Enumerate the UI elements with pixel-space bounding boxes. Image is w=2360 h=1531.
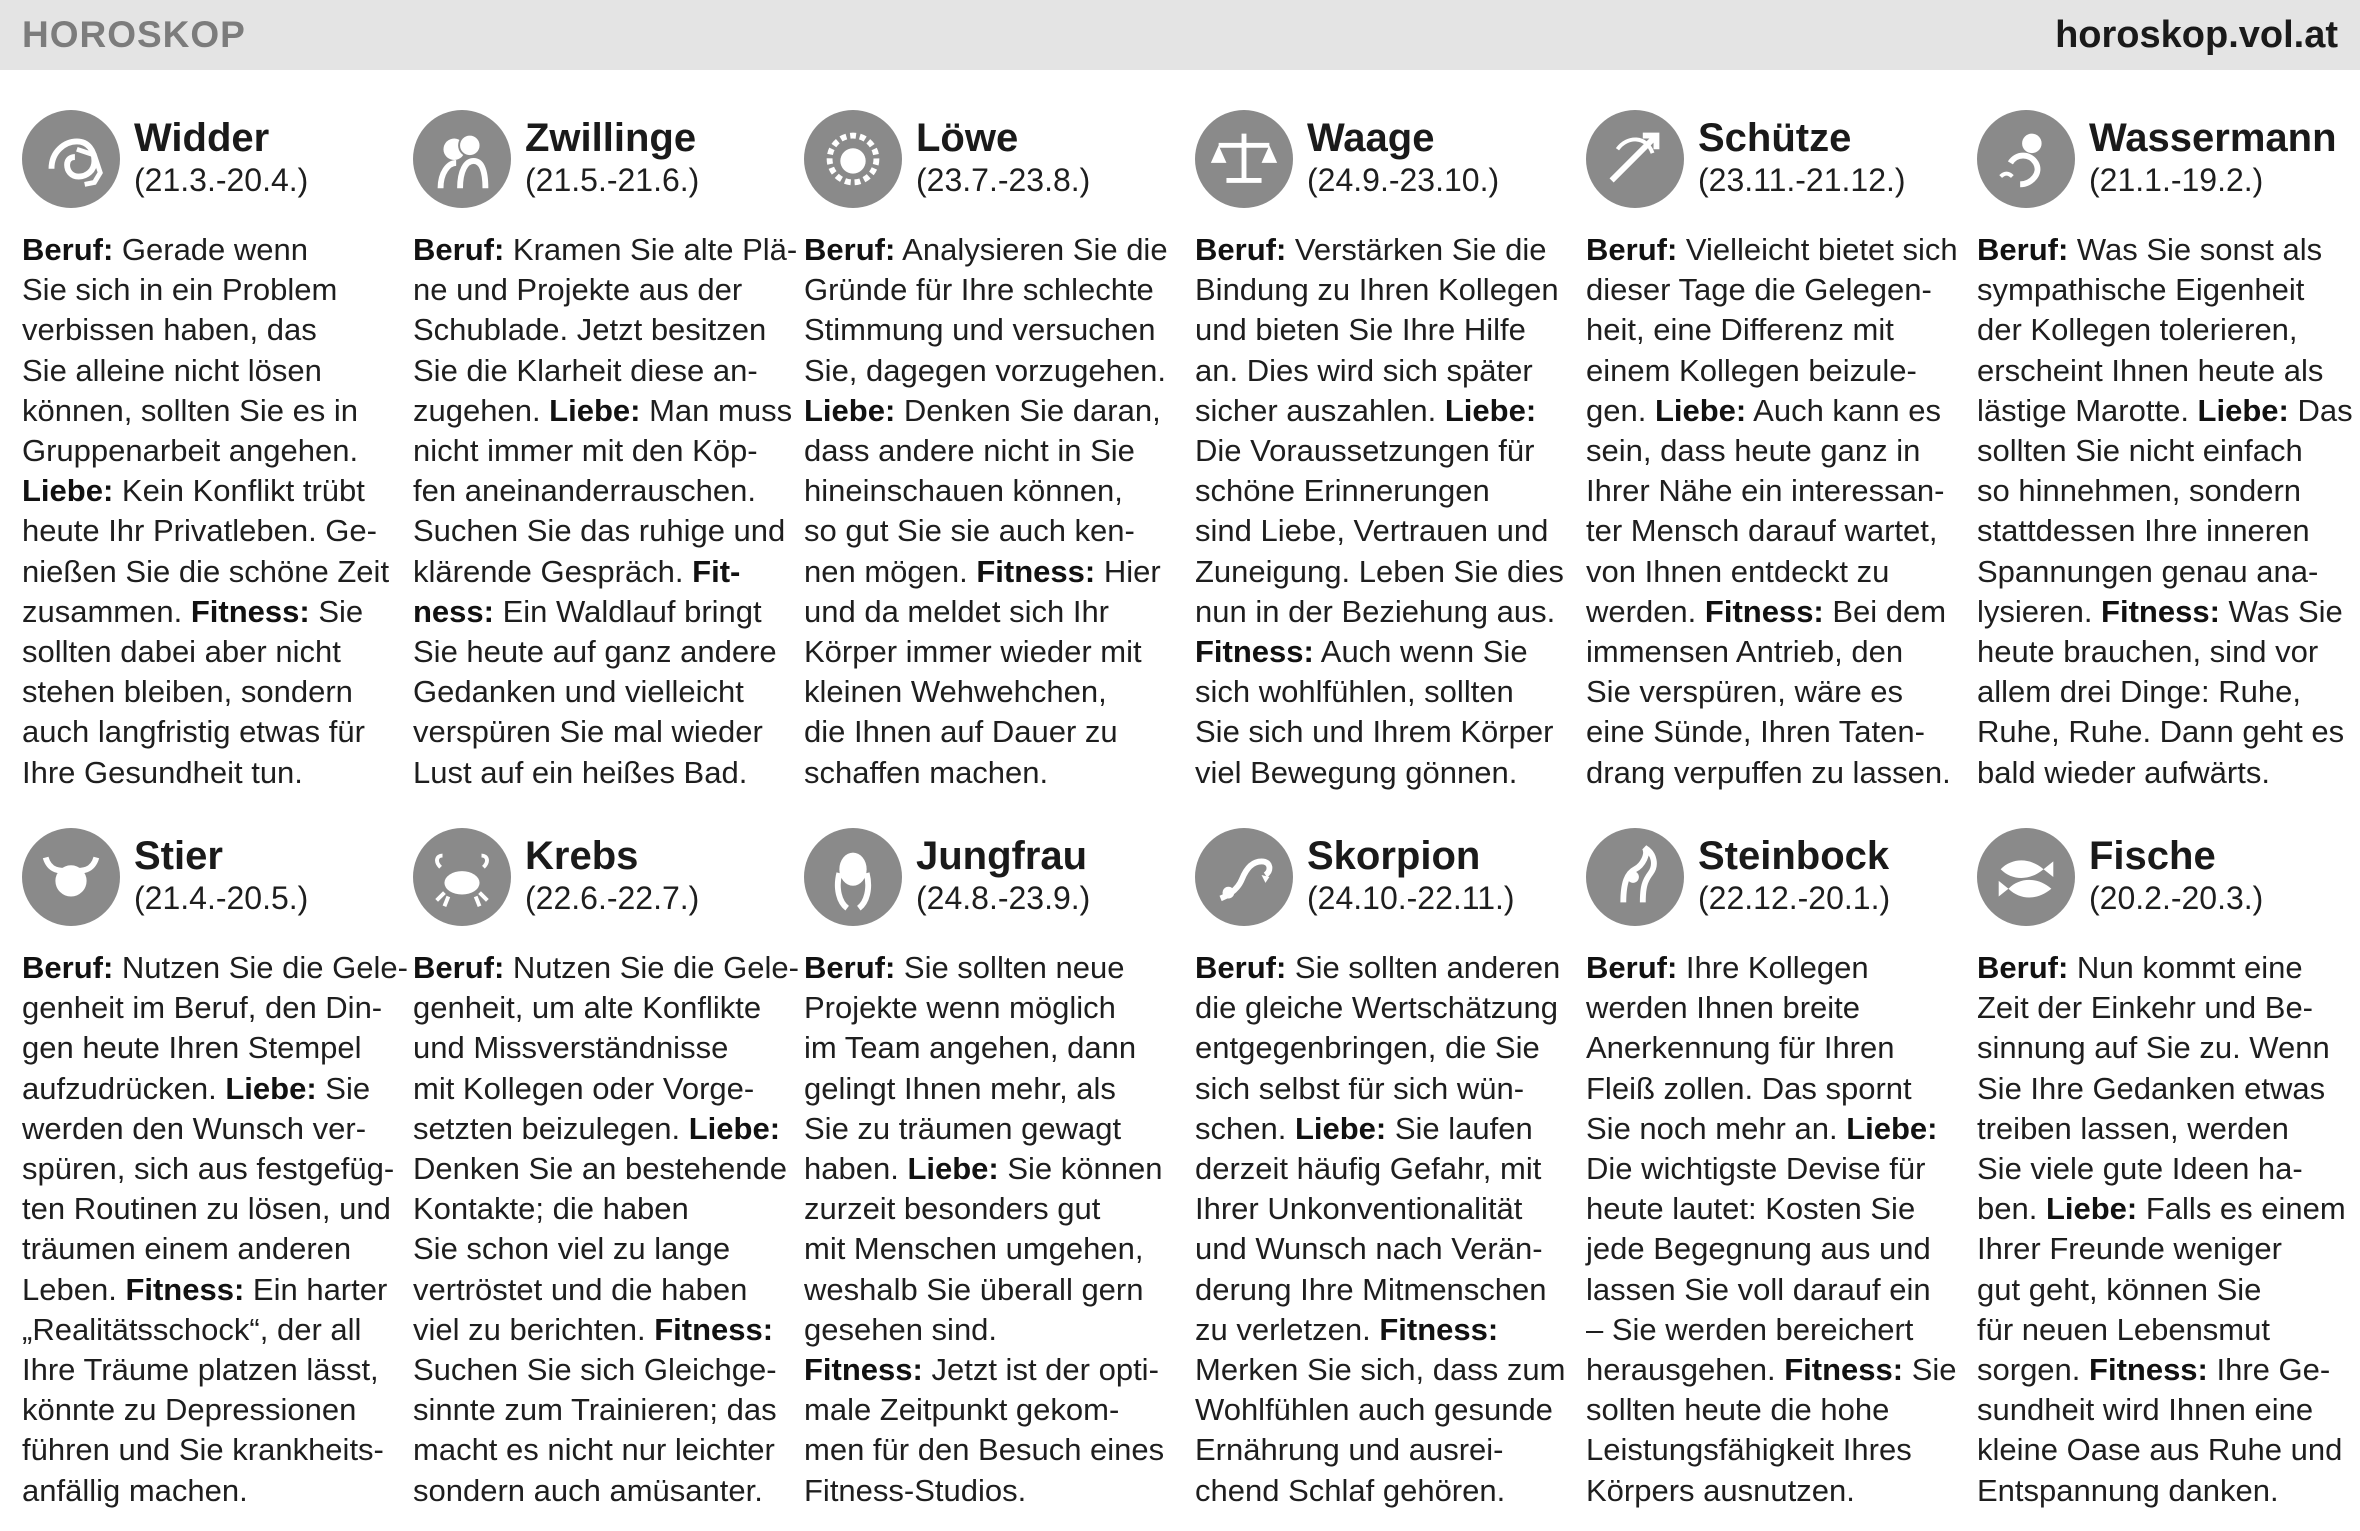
sign-name: Steinbock [1698, 834, 1890, 878]
text-line: Lust auf ein heißes Bad. [413, 754, 748, 790]
text-line: zu verletzen. Fitness: [1195, 1311, 1499, 1347]
text-line: hineinschauen können, [804, 473, 1123, 509]
text-line: allem drei Dinge: Ruhe, [1977, 674, 2301, 710]
sign-schütze [1586, 108, 1958, 793]
text-line: Liebe: Denken Sie daran, [804, 392, 1161, 428]
text-line: sein, dass heute ganz in [1586, 433, 1921, 469]
archer-icon [1586, 110, 1684, 208]
text-line: Die wichtigste Devise für [1586, 1151, 1926, 1187]
sign-forecast-text [804, 230, 1176, 793]
text-line: und da meldet sich Ihr [804, 593, 1110, 629]
text-line: Sie viele gute Ideen ha- [1977, 1151, 2303, 1187]
text-line: lassen Sie voll darauf ein [1586, 1271, 1931, 1307]
text-line: bald wieder aufwärts. [1977, 754, 2270, 790]
category-label: Liebe: [1294, 1110, 1387, 1146]
sign-name: Löwe [916, 116, 1019, 160]
text-line: schen. Liebe: Sie laufen [1195, 1110, 1533, 1146]
text-line: ten Routinen zu lösen, und [22, 1191, 391, 1227]
text-line: Beruf: Kramen Sie alte Plä- [413, 232, 798, 267]
sign-forecast-text [1586, 230, 1958, 793]
section-title: HOROSKOP [22, 14, 246, 55]
text-line: sich selbst für sich wün- [1195, 1070, 1525, 1106]
sign-forecast-text [1977, 948, 2349, 1511]
text-line: Beruf: Nutzen Sie die Gele- [413, 950, 799, 985]
sign-date-range: (24.10.-22.11.) [1307, 880, 1515, 916]
sign-waage [1195, 108, 1567, 793]
sign-stier [22, 826, 408, 1511]
category-label: Fitness: [1784, 1352, 1904, 1388]
text-line: gesehen sind. [804, 1311, 998, 1347]
sign-forecast-text [1195, 948, 1567, 1511]
text-line: Gruppenarbeit angehen. [22, 433, 359, 469]
page-header [0, 0, 2360, 70]
text-line: kleine Oase aus Ruhe und [1977, 1432, 2343, 1468]
text-line: Beruf: Nutzen Sie die Gele- [22, 950, 408, 985]
category-label: Liebe: [907, 1151, 999, 1187]
sign-title-block [1307, 826, 1515, 918]
text-line: gut geht, können Sie [1977, 1271, 2262, 1307]
text-line: so hinnehmen, sondern [1977, 473, 2302, 509]
text-line: sollten heute die hohe [1586, 1392, 1890, 1428]
category-label: Beruf: [804, 950, 896, 985]
sign-name: Jungfrau [916, 834, 1088, 878]
sign-header [1586, 108, 1958, 220]
category-label: Beruf: [804, 232, 896, 267]
text-line: Zeit der Einkehr und Be- [1977, 990, 2314, 1026]
text-line: mit Kollegen oder Vorge- [413, 1070, 755, 1106]
text-line: weshalb Sie überall gern [804, 1271, 1144, 1307]
sign-name: Zwillinge [525, 116, 697, 160]
text-line: Beruf: Sie sollten anderen [1195, 950, 1561, 985]
category-label: Liebe: [1654, 392, 1747, 428]
text-line: sollten dabei aber nicht [22, 634, 341, 670]
text-line: Fleiß zollen. Das spornt [1586, 1070, 1912, 1106]
text-line: gen heute Ihren Stempel [22, 1030, 362, 1066]
text-line: ness: Ein Waldlauf bringt [413, 593, 762, 629]
sign-forecast-text [804, 948, 1176, 1511]
category-label: Beruf: [1195, 232, 1287, 267]
sign-name: Krebs [525, 834, 639, 878]
sign-forecast-text [22, 230, 394, 793]
category-label: Beruf: [22, 950, 114, 985]
sign-title-block [916, 108, 1090, 200]
text-line: derung Ihre Mitmenschen [1195, 1271, 1547, 1307]
text-line: zugehen. Liebe: Man muss [413, 392, 793, 428]
text-line: Beruf: Verstärken Sie die [1195, 232, 1547, 267]
text-line: gelingt Ihnen mehr, als [804, 1070, 1116, 1106]
goat-icon [1586, 828, 1684, 926]
text-line: stattdessen Ihre inneren [1977, 513, 2310, 549]
sign-date-range: (21.5.-21.6.) [525, 162, 700, 198]
scales-icon [1195, 110, 1293, 208]
text-line: Sie heute auf ganz andere [413, 634, 777, 670]
text-line: Schublade. Jetzt besitzen [413, 312, 767, 348]
text-line: träumen einem anderen [22, 1231, 352, 1267]
sign-header [1977, 108, 2349, 220]
text-line: Merken Sie sich, dass zum [1195, 1352, 1566, 1388]
category-label: Beruf: [1586, 232, 1678, 267]
text-line: werden. Fitness: Bei dem [1586, 593, 1947, 629]
sign-date-range: (21.3.-20.4.) [134, 162, 309, 198]
category-label: Liebe: [2045, 1191, 2138, 1227]
text-line: von Ihnen entdeckt zu [1586, 553, 1890, 589]
sign-wassermann [1977, 108, 2353, 793]
text-line: sympathische Eigenheit [1977, 272, 2305, 308]
scorpion-icon [1195, 828, 1293, 926]
sign-title-block [916, 826, 1090, 918]
text-line: dass andere nicht in Sie [804, 433, 1135, 469]
text-line: chend Schlaf gehören. [1195, 1472, 1506, 1508]
text-line: lästige Marotte. Liebe: Das [1977, 392, 2353, 428]
text-line: anfällig machen. [22, 1472, 248, 1508]
virgin-icon [804, 828, 902, 926]
category-label: Fitness: [125, 1271, 245, 1307]
sign-steinbock [1586, 826, 1958, 1511]
text-line: verspüren Sie mal wieder [413, 714, 763, 750]
category-label: Beruf: [1977, 950, 2069, 985]
text-line: heute brauchen, sind vor [1977, 634, 2319, 670]
text-line: Anerkennung für Ihren [1586, 1030, 1895, 1066]
category-label: Liebe: [549, 392, 641, 428]
category-label: Fitness: [2101, 593, 2220, 629]
sign-header [1195, 108, 1567, 220]
sign-date-range: (21.1.-19.2.) [2089, 162, 2264, 198]
water-bearer-icon [1977, 110, 2075, 208]
text-line: vertröstet und die haben [413, 1271, 748, 1307]
text-line: sollten Sie nicht einfach [1977, 433, 2303, 469]
text-line: „Realitätsschock“, der all [22, 1311, 362, 1347]
text-line: setzten beizulegen. Liebe: [413, 1110, 781, 1146]
text-line: Ihre Gesundheit tun. [22, 754, 303, 790]
text-line: kleinen Wehwehchen, [804, 674, 1107, 710]
category-label: Beruf: [1195, 950, 1287, 985]
category-label: Liebe: [1846, 1110, 1938, 1146]
category-label: Fitness: [804, 1352, 923, 1388]
category-label: Beruf: [22, 232, 114, 267]
sign-header [22, 108, 394, 220]
text-line: lysieren. Fitness: Was Sie [1977, 593, 2343, 629]
text-line: im Team angehen, dann [804, 1030, 1137, 1066]
sign-header [1977, 826, 2349, 938]
sign-forecast-text [22, 948, 408, 1511]
text-line: Beruf: Ihre Kollegen [1586, 950, 1869, 985]
sign-date-range: (21.4.-20.5.) [134, 880, 309, 916]
text-line: nießen Sie die schöne Zeit [22, 553, 390, 589]
sign-name: Waage [1307, 116, 1435, 160]
sign-date-range: (23.7.-23.8.) [916, 162, 1091, 198]
text-line: entgegenbringen, die Sie [1195, 1030, 1540, 1066]
text-line: ne und Projekte aus der [413, 272, 743, 308]
sign-name: Fische [2089, 834, 2216, 878]
text-line: Sie, dagegen vorzugehen. [804, 352, 1166, 388]
horoscope-grid [0, 70, 2360, 1531]
text-line: Denken Sie an bestehende [413, 1151, 788, 1187]
text-line: gen. Liebe: Auch kann es [1586, 392, 1941, 428]
sign-date-range: (20.2.-20.3.) [2089, 880, 2264, 916]
text-line: sicher auszahlen. Liebe: [1195, 392, 1537, 428]
text-line: Wohlfühlen auch gesunde [1195, 1392, 1553, 1428]
sign-fische [1977, 826, 2349, 1511]
text-line: genheit, um alte Konflikte [413, 990, 762, 1026]
sign-title-block [134, 108, 308, 200]
text-line: an. Dies wird sich später [1195, 352, 1533, 388]
category-label: Fitness: [190, 593, 310, 629]
sign-title-block [2089, 108, 2337, 200]
text-line: schaffen machen. [804, 754, 1049, 790]
sign-zwillinge [413, 108, 798, 793]
category-label: Fitness: [1379, 1311, 1499, 1347]
sign-name: Stier [134, 834, 223, 878]
text-line: heute lautet: Kosten Sie [1586, 1191, 1916, 1227]
text-line: Beruf: Nun kommt eine [1977, 950, 2303, 985]
text-line: zurzeit besonders gut [804, 1191, 1101, 1227]
text-line: jede Begegnung aus und [1586, 1231, 1931, 1267]
text-line: erscheint Ihnen heute als [1977, 352, 2324, 388]
category-label: Fitness: [976, 553, 1096, 589]
sign-skorpion [1195, 826, 1567, 1511]
text-line: sondern auch amüsanter. [413, 1472, 763, 1508]
text-line: mit Menschen umgehen, [804, 1231, 1144, 1267]
category-label: Fitness: [654, 1311, 774, 1347]
text-line: – Sie werden bereichert [1586, 1311, 1914, 1347]
text-line: Ernährung und ausrei- [1195, 1432, 1504, 1468]
text-line: Körper immer wieder mit [804, 634, 1142, 670]
text-line: Projekte wenn möglich [804, 990, 1116, 1026]
text-line: die Ihnen auf Dauer zu [804, 714, 1118, 750]
category-label: Fitness: [1195, 634, 1314, 670]
text-line: haben. Liebe: Sie können [804, 1151, 1163, 1187]
text-line: ter Mensch darauf wartet, [1586, 513, 1938, 549]
text-line: Sie sich und Ihrem Körper [1195, 714, 1554, 750]
text-line: Stimmung und versuchen [804, 312, 1156, 348]
text-line: und Missverständnisse [413, 1030, 729, 1066]
category-label: Liebe: [225, 1070, 317, 1106]
text-line: viel Bewegung gönnen. [1195, 754, 1518, 790]
sign-forecast-text [1195, 230, 1567, 793]
text-line: zusammen. Fitness: Sie [22, 593, 364, 629]
text-line: Beruf: Analysieren Sie die [804, 232, 1168, 267]
category-label: Liebe: [688, 1110, 781, 1146]
text-line: Gedanken und vielleicht [413, 674, 744, 710]
category-label: Fitness: [2089, 1352, 2208, 1388]
sign-title-block [2089, 826, 2263, 918]
text-line: Spannungen genau ana- [1977, 553, 2319, 589]
text-line: die gleiche Wertschätzung [1195, 990, 1559, 1026]
text-line: sinnte zum Trainieren; das [413, 1392, 777, 1428]
text-line: Fitness: Jetzt ist der opti- [804, 1352, 1159, 1388]
text-line: derzeit häufig Gefahr, mit [1195, 1151, 1542, 1187]
sign-title-block [525, 108, 699, 200]
text-line: verbissen haben, das [22, 312, 317, 348]
text-line: Ihre Träume platzen lässt, [22, 1352, 379, 1388]
sign-date-range: (24.9.-23.10.) [1307, 162, 1500, 198]
text-line: Gründe für Ihre schlechte [804, 272, 1154, 308]
text-line: fen aneinanderrauschen. [413, 473, 756, 509]
text-line: immensen Antrieb, den [1586, 634, 1904, 670]
sign-header [804, 108, 1176, 220]
text-line: dieser Tage die Gelegen- [1586, 272, 1932, 308]
sign-date-range: (22.6.-22.7.) [525, 880, 700, 916]
bull-icon [22, 828, 120, 926]
category-label: Fit- [692, 553, 741, 589]
lion-icon [804, 110, 902, 208]
text-line: auch langfristig etwas für [22, 714, 365, 750]
sign-header [413, 108, 785, 220]
text-line: Zuneigung. Leben Sie dies [1195, 553, 1564, 589]
sign-jungfrau [804, 826, 1176, 1511]
sign-löwe [804, 108, 1176, 793]
text-line: Sie alleine nicht lösen [22, 352, 322, 388]
text-line: sind Liebe, Vertrauen und [1195, 513, 1549, 549]
text-line: für neuen Lebensmut [1977, 1311, 2270, 1347]
text-line: herausgehen. Fitness: Sie [1586, 1352, 1957, 1388]
sign-header [1195, 826, 1567, 938]
sign-title-block [1698, 826, 1890, 918]
text-line: Suchen Sie sich Gleichge- [413, 1352, 777, 1388]
text-line: Ihrer Unkonventionalität [1195, 1191, 1523, 1227]
sign-title-block [525, 826, 699, 918]
text-line: spüren, sich aus festgefüg- [22, 1151, 395, 1187]
twins-icon [413, 110, 511, 208]
category-label: Liebe: [22, 473, 114, 509]
sign-forecast-text [413, 230, 798, 793]
text-line: Sie sich in ein Problem [22, 272, 338, 308]
sign-widder [22, 108, 394, 793]
sign-name: Wassermann [2089, 116, 2337, 160]
text-line: Ihrer Freunde weniger [1977, 1231, 2282, 1267]
text-line: einem Kollegen beizule- [1586, 352, 1917, 388]
text-line: Beruf: Was Sie sonst als [1977, 232, 2323, 267]
text-line: Bindung zu Ihren Kollegen [1195, 272, 1559, 308]
category-label: Liebe: [804, 392, 896, 428]
text-line: stehen bleiben, sondern [22, 674, 353, 710]
sign-date-range: (24.8.-23.9.) [916, 880, 1091, 916]
text-line: und bieten Sie Ihre Hilfe [1195, 312, 1526, 348]
sign-name: Skorpion [1307, 834, 1481, 878]
text-line: Kontakte; die haben [413, 1191, 689, 1227]
text-line: Suchen Sie das ruhige und [413, 513, 786, 549]
crab-icon [413, 828, 511, 926]
text-line: werden den Wunsch ver- [22, 1110, 367, 1146]
text-line: Ruhe, Ruhe. Dann geht es [1977, 714, 2345, 750]
text-line: Sie noch mehr an. Liebe: [1586, 1110, 1938, 1146]
text-line: so gut Sie sie auch ken- [804, 513, 1135, 549]
category-label: Liebe: [2197, 392, 2289, 428]
text-line: Beruf: Sie sollten neue [804, 950, 1125, 985]
text-line: klärende Gespräch. Fit- [413, 553, 741, 589]
text-line: der Kollegen tolerieren, [1977, 312, 2298, 348]
sign-header [1586, 826, 1958, 938]
text-line: schöne Erinnerungen [1195, 473, 1490, 509]
category-label: Beruf: [1586, 950, 1678, 985]
text-line: ben. Liebe: Falls es einem [1977, 1191, 2346, 1227]
text-line: Liebe: Kein Konflikt trübt [22, 473, 365, 509]
text-line: sich wohlfühlen, sollten [1195, 674, 1514, 710]
text-line: sorgen. Fitness: Ihre Ge- [1977, 1352, 2331, 1388]
sign-name: Schütze [1698, 116, 1852, 160]
category-label: Liebe: [1444, 392, 1537, 428]
text-line: Fitness: Auch wenn Sie [1195, 634, 1528, 670]
text-line: Ihrer Nähe ein interessan- [1586, 473, 1945, 509]
category-label: Beruf: [1977, 232, 2069, 267]
text-line: men für den Besuch eines [804, 1432, 1165, 1468]
text-line: Sie schon viel zu lange [413, 1231, 731, 1267]
text-line: Leben. Fitness: Ein harter [22, 1271, 388, 1307]
text-line: sundheit wird Ihnen eine [1977, 1392, 2314, 1428]
sign-forecast-text [1977, 230, 2353, 793]
sign-date-range: (22.12.-20.1.) [1698, 880, 1891, 916]
text-line: eine Sünde, Ihren Taten- [1586, 714, 1925, 750]
text-line: heute Ihr Privatleben. Ge- [22, 513, 377, 549]
text-line: Fitness-Studios. [804, 1472, 1027, 1508]
text-line: werden Ihnen breite [1586, 990, 1861, 1026]
text-line: können, sollten Sie es in [22, 392, 359, 428]
text-line: Leistungsfähigkeit Ihres [1586, 1432, 1912, 1468]
text-line: Sie zu träumen gewagt [804, 1110, 1122, 1146]
sign-krebs [413, 826, 799, 1511]
fish-icon [1977, 828, 2075, 926]
text-line: könnte zu Depressionen [22, 1392, 357, 1428]
text-line: treiben lassen, werden [1977, 1110, 2289, 1146]
text-line: Beruf: Gerade wenn [22, 232, 309, 267]
text-line: drang verpuffen zu lassen. [1586, 754, 1951, 790]
ram-icon [22, 110, 120, 208]
category-label: Fitness: [1704, 593, 1824, 629]
sign-title-block [134, 826, 308, 918]
text-line: nicht immer mit den Köp- [413, 433, 758, 469]
text-line: macht es nicht nur leichter [413, 1432, 775, 1468]
text-line: heit, eine Differenz mit [1586, 312, 1894, 348]
text-line: male Zeitpunkt gekom- [804, 1392, 1120, 1428]
text-line: Körpers ausnutzen. [1586, 1472, 1855, 1508]
category-label: Beruf: [413, 232, 505, 267]
sign-title-block [1698, 108, 1906, 200]
text-line: Die Voraussetzungen für [1195, 433, 1535, 469]
text-line: genheit im Beruf, den Din- [22, 990, 383, 1026]
text-line: viel zu berichten. Fitness: [413, 1311, 774, 1347]
category-label: Beruf: [413, 950, 505, 985]
sign-header [804, 826, 1176, 938]
sign-forecast-text [1586, 948, 1958, 1511]
sign-date-range: (23.11.-21.12.) [1698, 162, 1906, 198]
text-line: aufzudrücken. Liebe: Sie [22, 1070, 371, 1106]
sign-forecast-text [413, 948, 799, 1511]
text-line: Sie verspüren, wäre es [1586, 674, 1904, 710]
text-line: sinnung auf Sie zu. Wenn [1977, 1030, 2330, 1066]
sign-name: Widder [134, 116, 270, 160]
text-line: und Wunsch nach Verän- [1195, 1231, 1543, 1267]
text-line: Entspannung danken. [1977, 1472, 2279, 1508]
text-line: führen und Sie krankheits- [22, 1432, 384, 1468]
text-line: Beruf: Vielleicht bietet sich [1586, 232, 1958, 267]
text-line: Sie die Klarheit diese an- [413, 352, 758, 388]
text-line: nun in der Beziehung aus. [1195, 593, 1556, 629]
sign-header [22, 826, 394, 938]
sign-header [413, 826, 785, 938]
text-line: Sie Ihre Gedanken etwas [1977, 1070, 2326, 1106]
text-line: nen mögen. Fitness: Hier [804, 553, 1161, 589]
sign-title-block [1307, 108, 1499, 200]
site-url: horoskop.vol.at [2055, 13, 2338, 56]
category-label: ness: [413, 593, 494, 629]
